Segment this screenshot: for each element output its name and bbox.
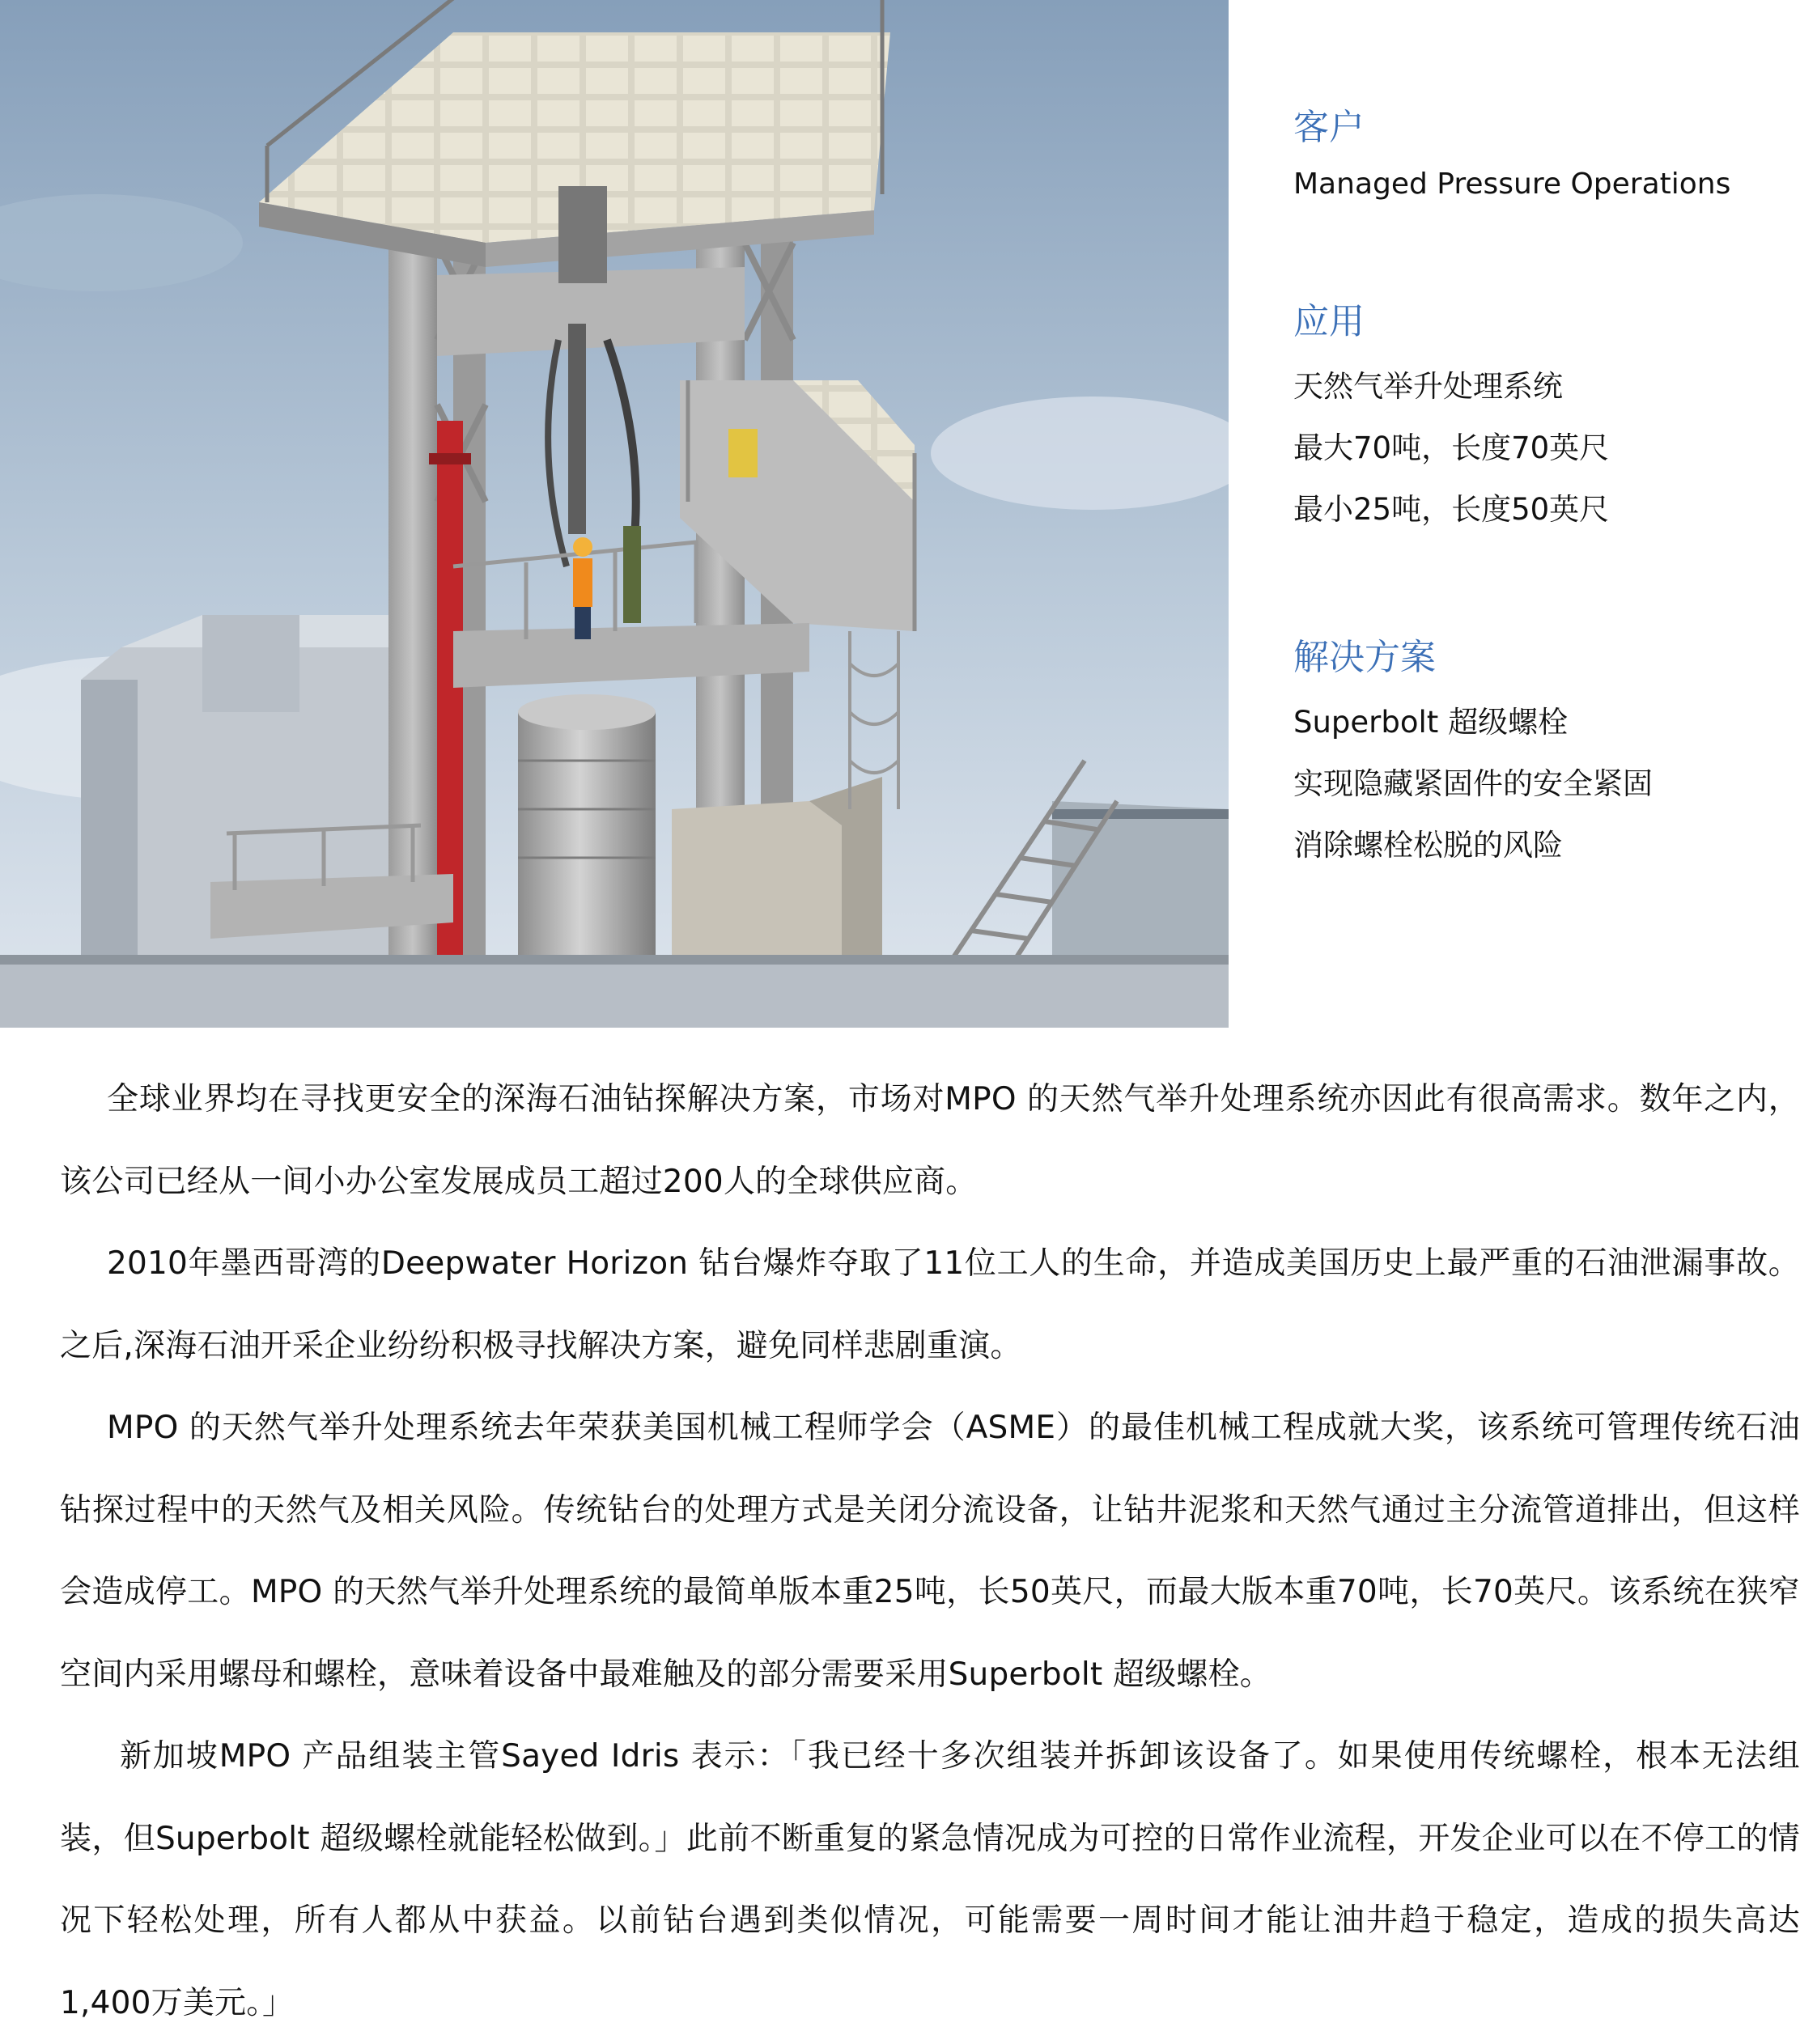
article-body [60,1058,1800,2044]
application-section [1293,299,1609,541]
client-name: Managed Pressure Operations [1293,168,1731,201]
application-line: 最小25吨，长度50英尺 [1293,492,1610,527]
client-section [1293,105,1730,207]
solution-heading: 解决方案 [1293,637,1436,678]
article-paragraph: 新加坡MPO 产品组装主管Sayed Idris 表示：「我已经十多次组装并拆卸该设备了。如果使用传统螺栓，根本无法组装，但Superbolt 超级螺栓就能轻松做到。」此前不断重复的紧急情况成为可控的日常作业流程，开发企业可以在不停工的情况下轻松处理，所有人都从中获益。以前钻台遇到类似情况，可能需要一周时间才能让油井趋于稳定，造成的损失高达1,400万美元。」 [60,1738,1800,2021]
drilling-rig-illustration [0,0,1229,1028]
client-heading: 客户 [1293,107,1365,148]
article-paragraph: 2010年墨西哥湾的Deepwater Horizon 钻台爆炸夺取了11位工人的生命，并造成美国历史上最严重的石油泄漏事故。之后,深海石油开采企业纷纷积极寻找解决方案，避免同样悲剧重演。 [60,1245,1800,1364]
application-line: 天然气举升处理系统 [1293,369,1563,404]
application-line: 最大70吨，长度70英尺 [1293,430,1610,465]
solution-line: 消除螺栓松脱的风险 [1293,828,1563,863]
solution-line: 实现隐藏紧固件的安全紧固 [1293,766,1653,801]
article-paragraph: 全球业界均在寻找更安全的深海石油钻探解决方案，市场对MPO 的天然气举升处理系统亦因此有很高需求。数年之内，该公司已经从一间小办公室发展成员工超过200人的全球供应商。 [60,1081,1800,1200]
application-heading: 应用 [1293,301,1365,342]
solution-line: Superbolt 超级螺栓 [1293,705,1569,740]
article-paragraph: MPO 的天然气举升处理系统去年荣获美国机械工程师学会（ASME）的最佳机械工程成就大奖，该系统可管理传统石油钻探过程中的天然气及相关风险。传统钻台的处理方式是关闭分流设备，让钻井泥浆和天然气通过主分流管道排出，但这样会造成停工。MPO 的天然气举升处理系统的最简单版本重25吨，长50英尺，而最大版本重70吨，长70英尺。该系统在狭窄空间内采用螺母和螺栓，意味着设备中最难触及的部分需要采用Superbolt 超级螺栓。 [60,1410,1800,1693]
drilling-rig-photo [0,0,1229,1028]
solution-section [1293,635,1653,876]
